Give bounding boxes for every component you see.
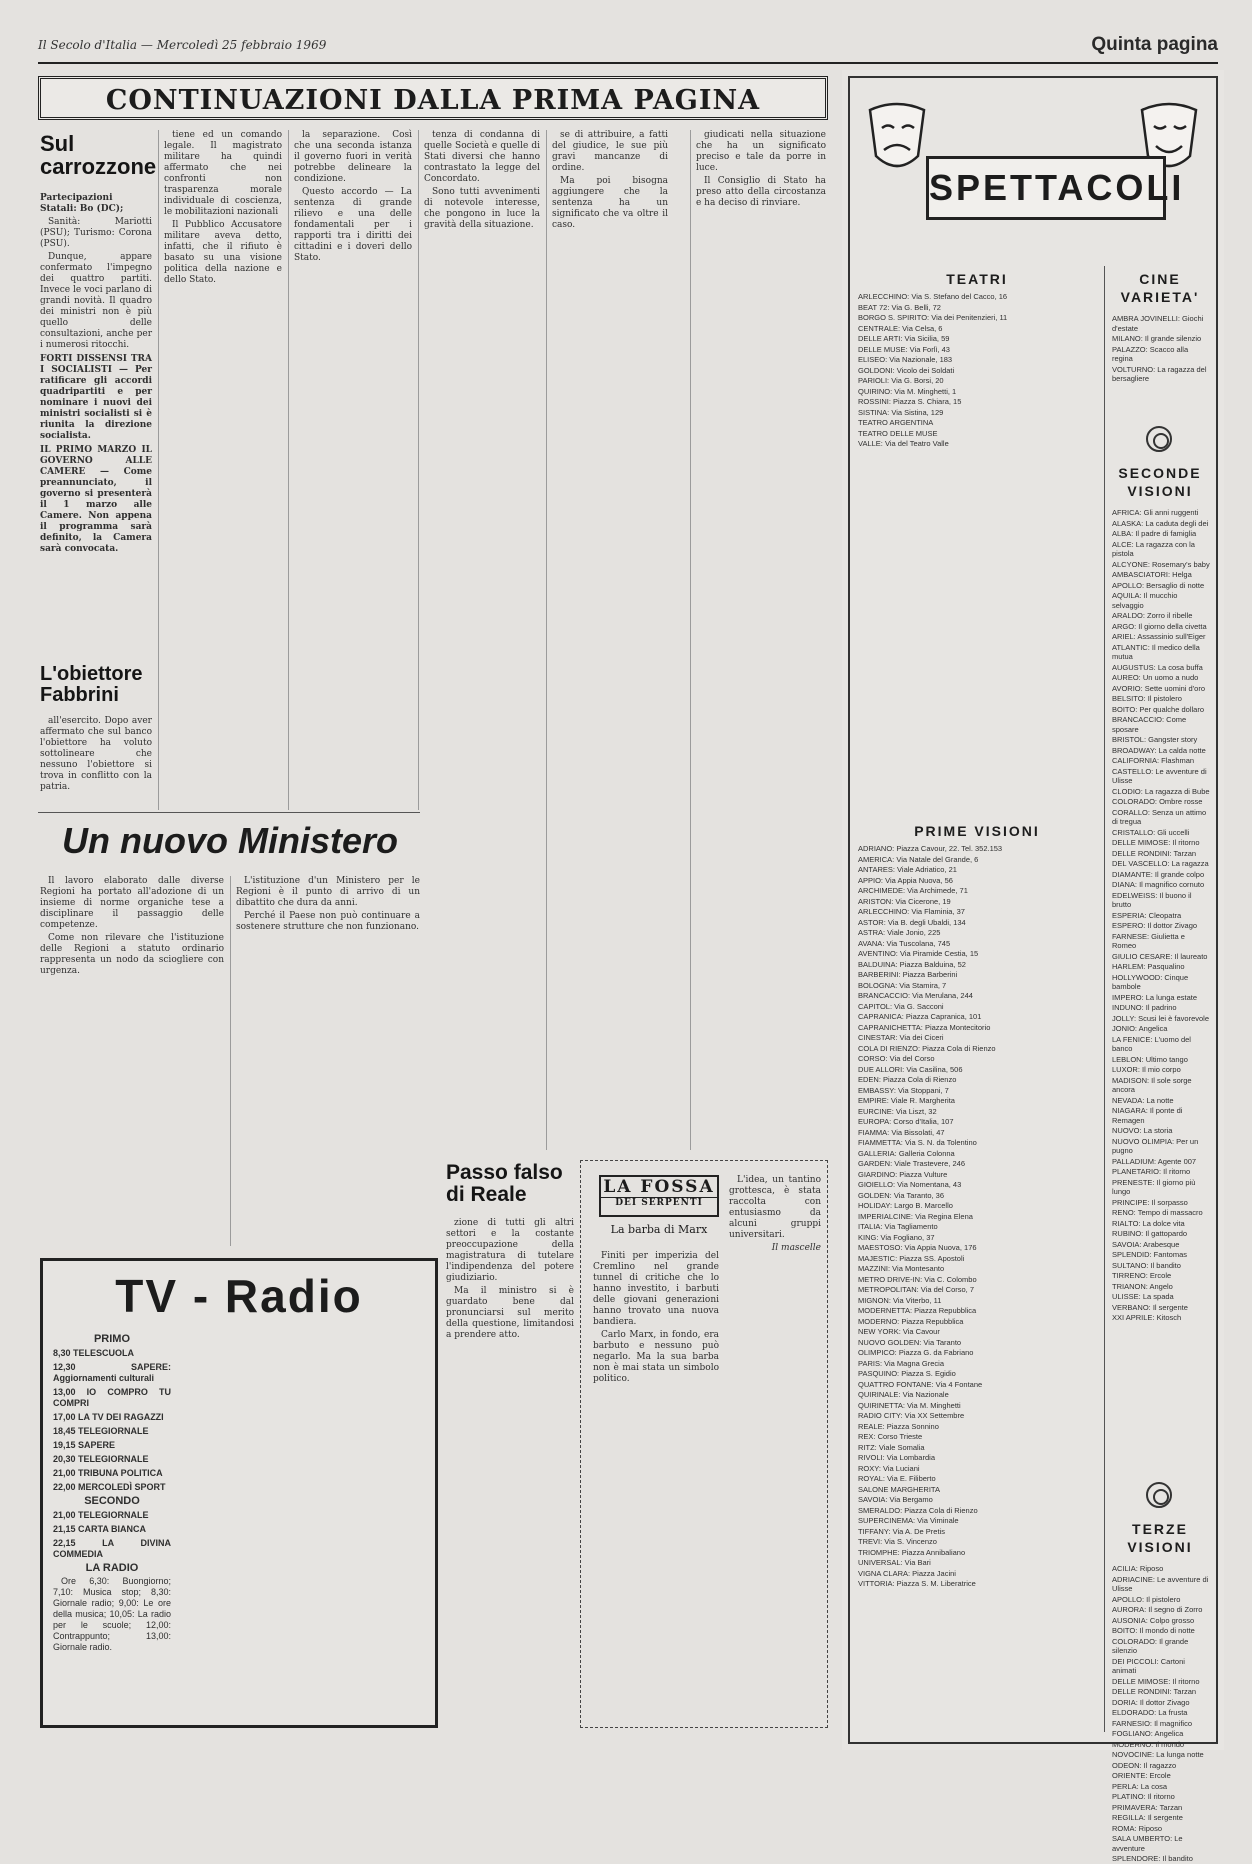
listing-item: ARLECCHINO: Via Flaminia, 37 <box>858 907 965 916</box>
listing-item: DIANA: Il magnifico cornuto <box>1112 880 1205 889</box>
terze-visioni-heading: TERZE VISIONI <box>1127 1521 1193 1555</box>
listing-item: ASTOR: Via B. degli Ubaldi, 134 <box>858 917 966 927</box>
tv-radio-title: TV - Radio <box>115 1270 363 1322</box>
listing-item: JONIO: Angelica <box>1112 1024 1168 1033</box>
listing-item: BARBERINI: Piazza Barberini <box>858 970 958 979</box>
listing-item: MADISON: Il sole sorge ancora <box>1112 1075 1192 1094</box>
listing-item: EURCINE: Via Liszt, 32 <box>858 1106 937 1116</box>
listing-item: VIGNA CLARA: Piazza Jacini <box>858 1568 956 1578</box>
teatri-heading: TEATRI <box>946 271 1008 287</box>
terze-visioni-listing <box>1112 1564 1210 1863</box>
listing-item: REGILLA: Il sergente <box>1112 1813 1183 1822</box>
listing-item: BRANCACCIO: Come sposare <box>1112 715 1187 734</box>
listing-item: PLATINO: Il ritorno <box>1112 1792 1175 1801</box>
listing-item: PRINCIPE: Il sorpasso <box>1112 1197 1188 1207</box>
article-column <box>696 130 826 1140</box>
listing-item: MODERNO: Piazza Repubblica <box>858 1316 964 1326</box>
listing-item: APOLLO: Il pistolero <box>1112 1594 1181 1604</box>
tv-program: 21,15 CARTA BIANCA <box>53 1524 147 1534</box>
cine-varieta-heading: CINE VARIETA' <box>1120 271 1200 305</box>
tv-program: 12,30 SAPERE: Aggiornamenti culturali <box>53 1362 171 1383</box>
ministero-headline: Un nuovo Ministero <box>62 820 398 861</box>
tv-program: 22,15 LA DIVINA COMMEDIA <box>53 1538 171 1559</box>
fossa-title-line1: LA FOSSA <box>603 1177 715 1197</box>
cine-varieta-listing <box>1112 314 1210 414</box>
article-paragraph: L'idea, un tantino grottesca, è stata raccolta con entusiasmo da alcuni gruppi universitari. <box>729 1175 821 1240</box>
listing-item: CALIFORNIA: Flashman <box>1112 756 1195 765</box>
article-column <box>424 130 540 1230</box>
listing-item: BOITO: Il mondo di notte <box>1112 1626 1195 1635</box>
listing-item: ELDORADO: La frusta <box>1112 1708 1188 1717</box>
listing-item: MAZZINI: Via Montesanto <box>858 1264 945 1273</box>
radio-label: LA RADIO <box>85 1562 139 1574</box>
listing-item: LEBLON: Ultimo tango <box>1112 1054 1188 1064</box>
listing-item: FIAMMA: Via Bissolati, 47 <box>858 1127 945 1137</box>
listing-item: SAVOIA: Via Bergamo <box>858 1495 933 1504</box>
listing-item: PARIS: Via Magna Grecia <box>858 1358 945 1368</box>
listing-item: EDEN: Piazza Cola di Rienzo <box>858 1075 957 1084</box>
listing-item: TEATRO ARGENTINA <box>858 418 934 427</box>
listing-item: TRIOMPHE: Piazza Annibaliano <box>858 1547 966 1557</box>
listing-item: ADRIACINE: Le avventure di Ulisse <box>1112 1574 1209 1593</box>
listing-item: PALAZZO: Scacco alla regina <box>1112 344 1189 363</box>
primo-label: PRIMO <box>93 1333 131 1345</box>
listing-item: ALBA: Il padre di famiglia <box>1112 529 1197 538</box>
listing-item: PLANETARIO: Il ritorno <box>1112 1167 1191 1176</box>
article-paragraph: Dunque, appare confermato l'impegno dei quattro partiti. Invece le voci parlano di grandi novità. Il quadro dei ministri non è più quello delle consultazioni, anche per i numerosi ritocchi. <box>40 252 152 350</box>
listing-item: KING: Via Fogliano, 37 <box>858 1232 935 1242</box>
listing-item: JOLLY: Scusi lei è favorevole <box>1112 1013 1209 1023</box>
listing-item: FOGLIANO: Angelica <box>1112 1729 1184 1738</box>
article-paragraph: IL PRIMO MARZO IL GOVERNO ALLE CAMERE — Come preannunciato, il governo si presenterà il 1 marzo alle Camere. Non appena il programma sarà definito, la Camera sarà convocata. <box>40 445 152 554</box>
listing-item: CAPRANICA: Piazza Capranica, 101 <box>858 1012 982 1021</box>
listing-item: INDUNO: Il padrino <box>1112 1003 1177 1012</box>
passo-article <box>446 1218 574 1728</box>
tv-program: 17,00 LA TV DEI RAGAZZI <box>53 1412 164 1422</box>
listing-item: ARIEL: Assassinio sull'Eiger <box>1112 632 1206 641</box>
listing-item: LUXOR: Il mio corpo <box>1112 1065 1181 1074</box>
listing-item: EDELWEISS: Il buono il brutto <box>1112 890 1192 909</box>
listing-item: ADRIANO: Piazza Cavour, 22. Tel. 352.153 <box>858 844 1003 853</box>
tv-program: 20,30 TELEGIORNALE <box>53 1454 149 1464</box>
listing-item: PARIOLI: Via G. Borsi, 20 <box>858 376 944 385</box>
listing-item: ARISTON: Via Cicerone, 19 <box>858 896 951 906</box>
listing-item: ORIENTE: Ercole <box>1112 1771 1171 1780</box>
listing-item: SUPERCINEMA: Via Viminale <box>858 1516 959 1525</box>
listing-item: CRISTALLO: Gli uccelli <box>1112 827 1190 837</box>
listing-item: SISTINA: Via Sistina, 129 <box>858 407 944 417</box>
listing-item: AVORIO: Sette uomini d'oro <box>1112 683 1205 693</box>
listing-item: DORIA: Il dottor Zivago <box>1112 1697 1190 1707</box>
listing-item: TRIANON: Angelo <box>1112 1281 1173 1291</box>
listing-item: GIARDINO: Piazza Vulture <box>858 1169 948 1179</box>
listing-item: PRIMAVERA: Tarzan <box>1112 1802 1183 1812</box>
listing-item: AFRICA: Gli anni ruggenti <box>1112 508 1199 517</box>
listing-item: AURORA: Il segno di Zorro <box>1112 1605 1203 1614</box>
listing-item: MAESTOSO: Via Appia Nuova, 176 <box>858 1243 977 1252</box>
listing-item: FARNESE: Giulietta e Romeo <box>1112 931 1185 950</box>
column-divider <box>418 130 419 810</box>
listing-item: HOLLYWOOD: Cinque bambole <box>1112 972 1189 991</box>
listing-item: IMPERIALCINE: Via Regina Elena <box>858 1211 973 1221</box>
article-paragraph: Il Consiglio di Stato ha preso atto della circostanza e ha deciso di rinviare. <box>696 176 826 208</box>
listing-item: MIGNON: Via Viterbo, 11 <box>858 1295 942 1305</box>
listing-item: DEL VASCELLO: La ragazza <box>1112 859 1209 868</box>
spettacoli-column <box>842 70 1224 1863</box>
listing-item: DELLE RONDINI: Tarzan <box>1112 1687 1197 1696</box>
article-paragraph: FORTI DISSENSI TRA I SOCIALISTI — Per ratificare gli accordi quadripartiti e per nominare i nuovi dei ministri socialisti si è riunita la direzione socialista. <box>40 354 152 441</box>
listing-item: OLIMPICO: Piazza G. da Fabriano <box>858 1348 974 1357</box>
listing-item: BOLOGNA: Via Stamira, 7 <box>858 980 947 990</box>
passo-headline: Passo falso di Reale <box>446 1161 563 1207</box>
listing-item: QUATTRO FONTANE: Via 4 Fontane <box>858 1379 983 1389</box>
listing-item: GARDEN: Viale Trastevere, 246 <box>858 1159 965 1168</box>
fossa-box <box>580 1160 828 1728</box>
listing-item: DELLE RONDINI: Tarzan <box>1112 848 1197 858</box>
listing-item: NUOVO GOLDEN: Via Taranto <box>858 1337 962 1347</box>
listing-item: ROMA: Riposo <box>1112 1823 1163 1833</box>
listing-item: UNIVERSAL: Via Bari <box>858 1558 931 1567</box>
ministero-article <box>40 876 224 1246</box>
listing-item: IMPERO: La lunga estate <box>1112 992 1198 1002</box>
seconde-visioni-listing <box>1112 508 1210 1488</box>
listing-item: BALDUINA: Piazza Balduina, 52 <box>858 959 966 969</box>
listing-item: ASTRA: Viale Jonio, 225 <box>858 928 941 937</box>
radio-program: Ore 6,30: Buongiorno; 7,10: Musica stop; 8,30: Giornale radio; 9,00: Le ore della musica; 10,05: La radio per le scuole; 12,00: Contrappunto; 13,00: Giornale radio. <box>53 1576 171 1652</box>
listing-item: DELLE MIMOSE: Il ritorno <box>1112 838 1200 847</box>
listing-item: ALCYONE: Rosemary's baby <box>1112 559 1210 569</box>
listing-item: DELLE MUSE: Via Forlì, 43 <box>858 344 950 354</box>
fossa-article-cont <box>729 1175 821 1719</box>
tv-program: 18,45 TELEGIORNALE <box>53 1426 149 1436</box>
listing-item: BELSITO: Il pistolero <box>1112 694 1182 703</box>
listing-item: QUIRINALE: Via Nazionale <box>858 1390 949 1399</box>
listing-item: ODEON: Il ragazzo <box>1112 1760 1177 1770</box>
tv-program: 8,30 TELESCUOLA <box>53 1348 135 1358</box>
article-paragraph: tiene ed un comando legale. Il magistrato militare ha quindi affermato che nei confronti non trasparenza morale individuale di coscienza, le mobilitazioni nazionali <box>164 130 282 217</box>
obiettore-continuation <box>164 130 282 810</box>
listing-item: NEVADA: La notte <box>1112 1095 1174 1105</box>
listing-item: ROXY: Via Luciani <box>858 1463 920 1473</box>
listing-item: QUIRINETTA: Via M. Minghetti <box>858 1400 961 1410</box>
article-paragraph: all'esercito. Dopo aver affermato che sul banco l'obiettore ha voluto sottolineare che nessuno l'obiettore si trova in conflitto con la patria. <box>40 716 152 792</box>
listing-item: SALA UMBERTO: Le avventure <box>1112 1834 1183 1853</box>
article-paragraph: Perché il Paese non può continuare a sostenere strutture che non funzionano. <box>236 911 420 932</box>
listing-item: VITTORIA: Piazza S. M. Liberatrice <box>858 1579 976 1588</box>
fossa-title-line2: DEI SERPENTI <box>601 1197 717 1208</box>
listing-item: REX: Corso Trieste <box>858 1432 923 1441</box>
listing-item: ATLANTIC: Il medico della mutua <box>1112 642 1200 661</box>
listing-item: TIRRENO: Ercole <box>1112 1271 1172 1280</box>
listing-item: ACILIA: Riposo <box>1112 1564 1164 1573</box>
listing-item: ANTARES: Viale Adriatico, 21 <box>858 865 957 874</box>
listing-item: SPLENDORE: Il bandito <box>1112 1854 1193 1863</box>
column-divider <box>690 130 691 1150</box>
listing-item: MILANO: Il grande silenzio <box>1112 334 1202 343</box>
tv-program: 22,00 MERCOLEDÌ SPORT <box>53 1482 166 1492</box>
page-header <box>38 34 1218 60</box>
tv-schedule <box>53 1331 171 1721</box>
listing-item: RADIO CITY: Via XX Settembre <box>858 1411 965 1420</box>
listing-item: TREVI: Via S. Vincenzo <box>858 1537 937 1546</box>
header-rule <box>38 62 1218 64</box>
listing-item: ULISSE: La spada <box>1112 1292 1174 1301</box>
article-paragraph: Ma il ministro si è guardato bene dal pronunciarsi sul merito della questione, limitandosi a prendere atto. <box>446 1286 574 1340</box>
listing-item: RUBINO: Il gattopardo <box>1112 1229 1188 1238</box>
listing-item: ALASKA: La caduta degli dei <box>1112 518 1209 528</box>
listing-item: BRANCACCIO: Via Merulana, 244 <box>858 991 973 1000</box>
listing-item: AMERICA: Via Natale del Grande, 6 <box>858 854 979 864</box>
listing-item: MODERNETTA: Piazza Repubblica <box>858 1306 977 1315</box>
listing-item: APOLLO: Bersaglio di notte <box>1112 580 1205 590</box>
listing-item: VOLTURNO: La ragazza del bersagliere <box>1112 364 1207 383</box>
theatre-mask-icon <box>862 96 932 186</box>
listing-item: HARLEM: Pasqualino <box>1112 962 1185 971</box>
listing-item: AQUILA: Il mucchio selvaggio <box>1112 591 1178 610</box>
column-divider <box>158 130 159 810</box>
listing-item: GALLERIA: Galleria Colonna <box>858 1148 955 1158</box>
listing-item: RIALTO: La dolce vita <box>1112 1218 1185 1228</box>
article-paragraph: Partecipazioni Statali: Bo (DC); <box>40 193 124 214</box>
article-paragraph: se di attribuire, a fatti del giudice, le sue più gravi mancanze di ordine. <box>552 130 668 173</box>
listing-item: EUROPA: Corso d'Italia, 107 <box>858 1117 954 1126</box>
listing-item: VERBANO: Il sergente <box>1112 1302 1188 1312</box>
listing-item: GIULIO CESARE: Il laureato <box>1112 951 1208 961</box>
listing-item: APPIO: Via Appia Nuova, 56 <box>858 875 953 885</box>
article-paragraph: giudicati nella situazione che ha un significato preciso e tale da porre in luce. <box>696 130 826 173</box>
listing-item: COLA DI RIENZO: Piazza Cola di Rienzo <box>858 1043 996 1053</box>
listing-item: NUOVO: La storia <box>1112 1126 1173 1135</box>
listing-item: NOVOCINE: La lunga notte <box>1112 1750 1204 1759</box>
listing-item: COLORADO: Il grande silenzio <box>1112 1636 1189 1655</box>
listing-item: ROSSINI: Piazza S. Chiara, 15 <box>858 397 962 406</box>
tv-radio-box <box>40 1258 438 1728</box>
tv-program: 19,15 SAPERE <box>53 1440 116 1450</box>
article-paragraph: Il Pubblico Accusatore militare aveva detto, infatti, che il rifiuto è basato su una visione politica della nazione e dello Stato. <box>164 220 282 285</box>
listing-item: BEAT 72: Via G. Belli, 72 <box>858 302 941 312</box>
article-paragraph: Sanità: Mariotti (PSU); Turismo: Corona (PSU). <box>40 217 152 249</box>
ministero-article-cont <box>236 876 420 1246</box>
listing-item: CORALLO: Senza un attimo di tregua <box>1112 807 1207 826</box>
listing-item: GIOIELLO: Via Nomentana, 43 <box>858 1180 962 1189</box>
banner-title: CONTINUAZIONI DALLA PRIMA PAGINA <box>105 85 761 116</box>
listing-item: EMPIRE: Viale R. Margherita <box>858 1096 955 1105</box>
listing-item: NEW YORK: Via Cavour <box>858 1327 940 1336</box>
listing-item: DUE ALLORI: Via Casilina, 506 <box>858 1064 963 1074</box>
spettacoli-logo-text: SPETTACOLI <box>926 156 1166 220</box>
listing-item: ARCHIMEDE: Via Archimede, 71 <box>858 886 968 895</box>
listing-item: ROYAL: Via E. Filiberto <box>858 1474 936 1483</box>
listing-item: ELISEO: Via Nazionale, 183 <box>858 355 953 364</box>
listing-item: ESPERIA: Cleopatra <box>1112 910 1182 920</box>
article-paragraph: Ma poi bisogna aggiungere che la sentenza ha un significato che va oltre il caso. <box>552 176 668 230</box>
listing-item: SULTANO: Il bandito <box>1112 1260 1181 1270</box>
listing-item: CLODIO: La ragazza di Bube <box>1112 786 1210 796</box>
listing-item: RENO: Tempo di massacro <box>1112 1208 1203 1217</box>
listing-item: CINESTAR: Via dei Ciceri <box>858 1033 944 1042</box>
teatri-listing <box>858 292 1096 812</box>
listing-item: EMBASSY: Via Stoppani, 7 <box>858 1085 949 1095</box>
listing-item: CAPITOL: Via G. Sacconi <box>858 1001 944 1011</box>
seconde-visioni-heading: SECONDE VISIONI <box>1118 465 1202 499</box>
listing-item: QUIRINO: Via M. Minghetti, 1 <box>858 386 957 396</box>
column-divider <box>230 876 231 1246</box>
listing-item: GOLDONI: Vicolo dei Soldati <box>858 365 955 375</box>
article-paragraph: Questo accordo — La sentenza di grande rilievo e una delle fondamentali per i rapporti tra i diritti dei cittadini e i doveri dello Stato. <box>294 187 412 263</box>
listing-item: ALCE: La ragazza con la pistola <box>1112 539 1195 558</box>
listing-item: AVENTINO: Via Piramide Cestia, 15 <box>858 949 979 958</box>
prime-visioni-heading: PRIME VISIONI <box>914 823 1040 839</box>
fossa-kicker: La barba di Marx <box>610 1223 708 1236</box>
listing-item: AUSONIA: Colpo grosso <box>1112 1615 1195 1625</box>
signature: Il mascelle <box>771 1243 821 1253</box>
page-number-label: Quinta pagina <box>1091 34 1218 55</box>
section-banner <box>38 76 828 120</box>
column-divider <box>546 130 547 1150</box>
listing-item: CORSO: Via del Corso <box>858 1054 935 1063</box>
listing-item: DIAMANTE: Il grande colpo <box>1112 869 1205 879</box>
listing-item: ARLECCHINO: Via S. Stefano del Cacco, 16 <box>858 292 1008 301</box>
listing-item: BRISTOL: Gangster story <box>1112 735 1198 744</box>
listing-item: NUOVO OLIMPIA: Per un pugno <box>1112 1136 1199 1155</box>
article-paragraph: Come non rilevare che l'istituzione delle Regioni a statuto ordinario rappresenta un nodo da sciogliere con urgenza. <box>40 933 224 976</box>
fossa-article <box>593 1251 719 1719</box>
listing-item: REALE: Piazza Sonnino <box>858 1421 939 1431</box>
tv-program: 13,00 IO COMPRO TU COMPRI <box>53 1387 171 1408</box>
tv-program: 21,00 TELEGIORNALE <box>53 1510 149 1520</box>
listing-item: ESPERO: Il dottor Zivago <box>1112 921 1198 930</box>
listing-item: AMBASCIATORI: Helga <box>1112 570 1192 579</box>
listing-item: AUREO: Un uomo a nudo <box>1112 673 1199 682</box>
listing-item: PERLA: La cosa <box>1112 1781 1168 1791</box>
listing-item: AVANA: Via Tuscolana, 745 <box>858 938 951 948</box>
listing-item: METRO DRIVE-IN: Via C. Colombo <box>858 1274 977 1284</box>
listing-item: GOLDEN: Via Taranto, 36 <box>858 1190 945 1200</box>
listing-item: RITZ: Viale Somalia <box>858 1442 925 1452</box>
tv-program: 21,00 TRIBUNA POLITICA <box>53 1468 163 1478</box>
article-column <box>294 130 412 810</box>
newspaper-dateline: Il Secolo d'Italia — Mercoledì 25 febbraio 1969 <box>38 38 327 52</box>
section-ornament-icon <box>1146 426 1172 452</box>
listing-item: BORGO S. SPIRITO: Via dei Penitenzieri, 11 <box>858 313 1008 322</box>
fossa-title <box>599 1175 719 1217</box>
listing-item: METROPOLITAN: Via del Corso, 7 <box>858 1285 975 1294</box>
obiettore-headline: L'obiettore Fabbrini <box>40 663 143 706</box>
listing-item: PRENESTE: Il giorno più lungo <box>1112 1177 1196 1196</box>
listing-item: RIVOLI: Via Lombardia <box>858 1453 935 1462</box>
article-paragraph: Carlo Marx, in fondo, era barbuto e nessuno può negarlo. Ma la sua barba non è mai stata un simbolo politico. <box>593 1330 719 1384</box>
article-paragraph: zione di tutti gli altri settori e la costante preoccupazione della magistratura di tutelare l'indipendenza del potere giudiziario. <box>446 1218 574 1283</box>
listing-item: AMBRA JOVINELLI: Giochi d'estate <box>1112 314 1204 333</box>
section-ornament-icon <box>1146 1482 1172 1508</box>
listing-item: FARNESIO: Il magnifico <box>1112 1718 1193 1728</box>
listing-item: MODERNO: Il mondo <box>1112 1739 1185 1749</box>
listing-item: DELLE MIMOSE: Il ritorno <box>1112 1676 1200 1686</box>
listing-item: DELLE ARTI: Via Sicilia, 59 <box>858 334 950 343</box>
article-paragraph: tenza di condanna di quelle Società e quelle di Stati diversi che hanno contrastato la legge del Concordato. <box>424 130 540 184</box>
listing-item: SPLENDID: Fantomas <box>1112 1250 1188 1259</box>
listing-item: VALLE: Via del Teatro Valle <box>858 439 949 448</box>
carrozzone-article <box>40 190 152 655</box>
listing-item: AUGUSTUS: La cosa buffa <box>1112 662 1203 672</box>
prime-visioni-listing <box>858 844 1096 1724</box>
listing-item: CAPRANICHETTA: Piazza Montecitorio <box>858 1022 991 1032</box>
listing-item: COLORADO: Ombre rosse <box>1112 797 1203 806</box>
listing-item: ARALDO: Zorro il ribelle <box>1112 611 1193 620</box>
listing-item: PASQUINO: Piazza S. Egidio <box>858 1369 956 1378</box>
listing-item: LA FENICE: L'uomo del banco <box>1112 1034 1191 1053</box>
listing-item: CENTRALE: Via Celsa, 6 <box>858 323 943 333</box>
listing-item: TIFFANY: Via A. De Pretis <box>858 1526 945 1536</box>
listing-item: XXI APRILE: Kitosch <box>1112 1313 1182 1322</box>
listing-item: MAJESTIC: Piazza SS. Apostoli <box>858 1253 965 1263</box>
carrozzone-headline: Sul carrozzone <box>40 131 157 180</box>
article-paragraph: L'istituzione d'un Ministero per le Regioni è il punto di arrivo di un dibattito che dura da anni. <box>236 876 420 908</box>
article-paragraph: Il lavoro elaborato dalle diverse Regioni ha portato all'adozione di un insieme di norme organiche tese a disciplinare il passaggio delle competenze. <box>40 876 224 930</box>
article-paragraph: Finiti per imperizia del Cremlino nel grande tunnel di critiche che lo hanno investito, i barbuti delle giovani generazioni hanno trovato una nuova bandiera. <box>593 1251 719 1327</box>
listing-item: ITALIA: Via Tagliamento <box>858 1222 938 1231</box>
article-paragraph: Sono tutti avvenimenti di notevole interesse, che pongono in luce la gravità della situazione. <box>424 187 540 230</box>
listing-item: HOLIDAY: Largo B. Marcello <box>858 1201 953 1210</box>
listing-item: SMERALDO: Piazza Cola di Rienzo <box>858 1505 978 1515</box>
listing-item: SAVOIA: Arabesque <box>1112 1239 1180 1249</box>
spettacoli-logo <box>856 86 1210 264</box>
secondo-label: SECONDO <box>84 1495 140 1507</box>
listing-item: FIAMMETTA: Via S. N. da Tolentino <box>858 1138 977 1147</box>
listing-item: BOITO: Per qualche dollaro <box>1112 704 1204 714</box>
listing-item: TEATRO DELLE MUSE <box>858 428 938 438</box>
listing-item: CASTELLO: Le avventure di Ulisse <box>1112 766 1207 785</box>
column-divider <box>1104 266 1105 1732</box>
listing-item: DEI PICCOLI: Cartoni animati <box>1112 1656 1185 1675</box>
listing-item: PALLADIUM: Agente 007 <box>1112 1156 1197 1166</box>
listing-item: NIAGARA: Il ponte di Remagen <box>1112 1106 1183 1125</box>
listing-item: BROADWAY: La calda notte <box>1112 745 1206 755</box>
obiettore-article <box>40 716 152 806</box>
listing-item: SALONE MARGHERITA <box>858 1484 940 1494</box>
column-divider <box>288 130 289 810</box>
listing-item: ARGO: Il giorno della civetta <box>1112 621 1207 631</box>
article-column <box>552 130 668 1140</box>
section-rule <box>38 812 420 813</box>
article-paragraph: la separazione. Così che una seconda istanza il governo fuori in verità potrebbe delineare la condizione. <box>294 130 412 184</box>
